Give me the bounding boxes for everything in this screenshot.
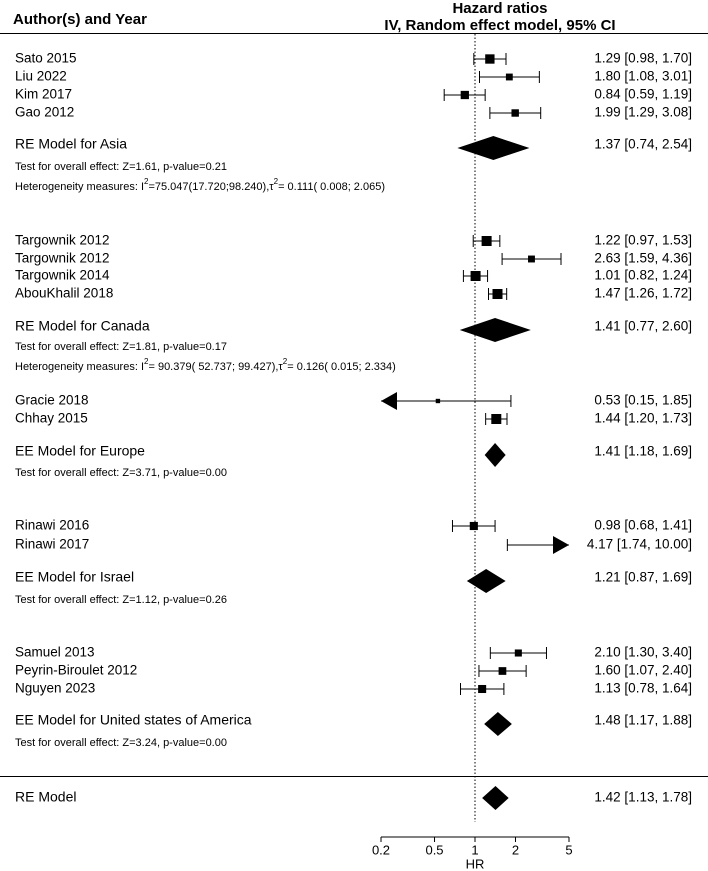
heterogeneity-1: Heterogeneity measures: $I^2= 90.379$( 52.737; $99.427),\tau^2= 0.126$( 0.015; 2.334) [15,357,396,373]
study-ci-text-4: 1.22 [0.97, 1.53] [594,232,692,248]
ci-arrow-low-8 [381,392,397,410]
subgroup-model-label-1: RE Model for Canada [15,317,150,334]
study-label-10: Rinawi 2016 [15,517,90,533]
point-estimate-1 [506,74,513,81]
point-estimate-4 [482,236,492,246]
study-label-4: Targownik 2012 [15,232,110,248]
study-ci-text-13: 1.60 [1.07, 2.40] [594,662,692,678]
x-tick-label-4: 5 [565,842,573,858]
point-estimate-12 [515,649,522,656]
study-label-13: Peyrin-Biroulet 2012 [15,662,138,678]
study-label-9: Chhay 2015 [15,410,88,426]
study-label-6: Targownik 2014 [15,267,110,283]
study-ci-text-1: 1.80 [1.08, 3.01] [594,68,692,84]
subgroup-model-label-3: EE Model for Israel [15,568,135,585]
study-ci-text-11: 4.17 [1.74, 10.00] [586,536,692,552]
study-ci-text-10: 0.98 [0.68, 1.41] [594,517,692,533]
point-estimate-3 [511,109,518,116]
x-tick-label-0: 0.2 [371,842,391,858]
subgroup-diamond-4 [484,712,512,736]
study-label-5: Targownik 2012 [15,250,110,266]
subgroup-model-label-4: EE Model for United states of America [15,711,252,728]
study-ci-text-8: 0.53 [0.15, 1.85] [594,392,692,408]
subgroup-diamond-0 [457,136,529,160]
study-ci-text-14: 1.13 [0.78, 1.64] [594,680,692,696]
subgroup-ci-text-0: 1.37 [0.74, 2.54] [594,136,692,152]
point-estimate-6 [471,271,481,281]
point-estimate-8 [436,399,440,403]
study-ci-text-0: 1.29 [0.98, 1.70] [594,50,692,66]
point-estimate-7 [493,289,503,299]
subgroup-ci-text-3: 1.21 [0.87, 1.69] [594,569,692,585]
overall-effect-test-0: Test for overall effect: Z=1.61, p-value=0.21 [15,160,227,173]
point-estimate-2 [461,91,469,99]
x-tick-label-2: 1 [471,842,479,858]
study-label-3: Gao 2012 [15,104,75,120]
study-label-0: Sato 2015 [15,50,77,66]
study-label-1: Liu 2022 [15,68,67,84]
overall-effect-test-2: Test for overall effect: Z=3.71, p-value=0.00 [15,466,227,479]
subgroup-ci-text-4: 1.48 [1.17, 1.88] [594,712,692,728]
x-tick-label-3: 2 [511,842,520,858]
study-ci-text-2: 0.84 [0.59, 1.19] [594,86,692,102]
subgroup-ci-text-1: 1.41 [0.77, 2.60] [594,318,692,334]
overall-diamond [482,786,509,810]
study-ci-text-3: 1.99 [1.29, 3.08] [594,104,692,120]
study-label-11: Rinawi 2017 [15,536,90,552]
point-estimate-13 [499,667,507,675]
point-estimate-11 [556,542,561,547]
study-label-2: Kim 2017 [15,86,73,102]
subgroup-diamond-3 [467,569,506,593]
study-ci-text-9: 1.44 [1.20, 1.73] [594,410,692,426]
overall-effect-test-3: Test for overall effect: Z=1.12, p-value=0.26 [15,593,227,606]
overall-effect-test-1: Test for overall effect: Z=1.81, p-value=0.17 [15,340,227,353]
subgroup-diamond-2 [485,443,506,467]
point-estimate-5 [528,256,535,263]
subgroup-model-label-0: RE Model for Asia [15,135,128,152]
study-ci-text-5: 2.63 [1.59, 4.36] [594,250,692,266]
study-label-12: Samuel 2013 [15,644,95,660]
effect-column-subtitle: IV, Random effect model, 95% CI [384,17,616,34]
study-label-8: Gracie 2018 [15,392,89,408]
x-tick-label-1: 0.5 [425,842,444,858]
study-label-14: Nguyen 2023 [15,680,96,696]
overall-effect-test-4: Test for overall effect: Z=3.24, p-value=0.00 [15,736,227,749]
author-column-header: Author(s) and Year [13,11,147,28]
heterogeneity-0: Heterogeneity measures: $I^2=75.047(17.720;98.240),\tau^2= 0.111$( 0.008; 2.065) [15,177,386,193]
point-estimate-9 [491,414,501,424]
study-ci-text-12: 2.10 [1.30, 3.40] [594,644,692,660]
overall-ci-text: 1.42 [1.13, 1.78] [594,789,692,805]
point-estimate-0 [485,54,494,63]
point-estimate-10 [470,522,478,530]
point-estimate-14 [478,685,486,693]
study-label-7: AbouKhalil 2018 [15,285,114,301]
study-ci-text-6: 1.01 [0.82, 1.24] [594,267,692,283]
x-axis-label: HR [465,856,485,871]
subgroup-model-label-2: EE Model for Europe [15,442,145,459]
subgroup-ci-text-2: 1.41 [1.18, 1.69] [594,443,692,459]
subgroup-diamond-1 [460,318,531,342]
overall-model-label: RE Model [15,788,77,805]
effect-column-title: Hazard ratios [452,0,548,17]
study-ci-text-7: 1.47 [1.26, 1.72] [594,285,692,301]
